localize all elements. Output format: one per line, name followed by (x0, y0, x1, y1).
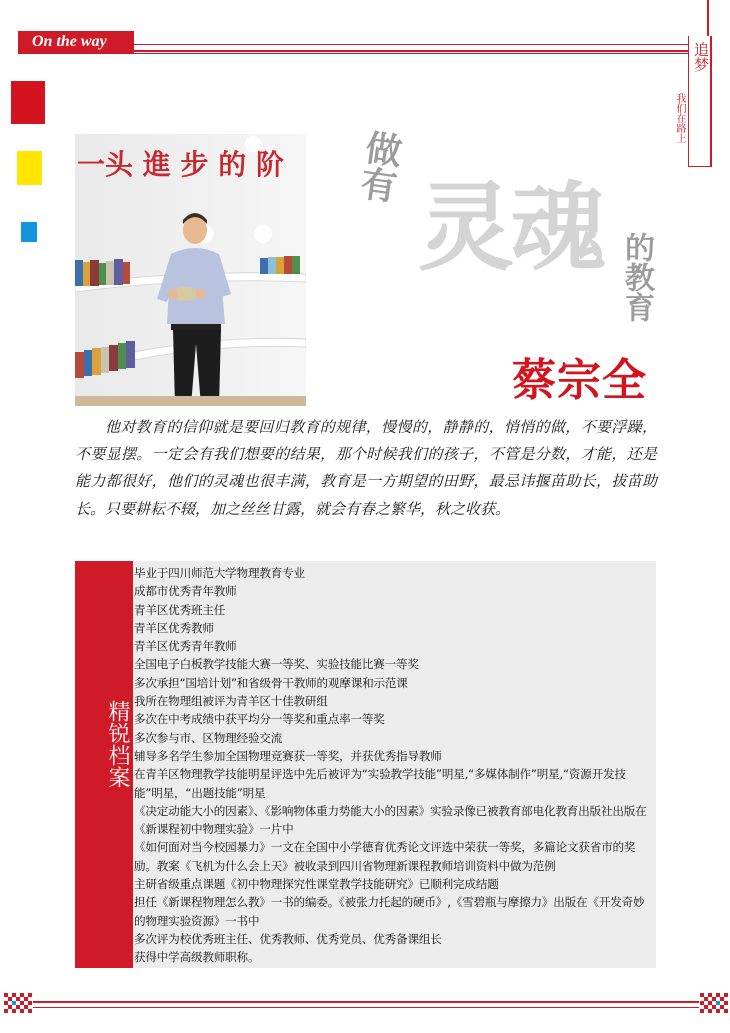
profile-item: 我所在物理组被评为青羊区十佳教研组 (134, 694, 328, 709)
teacher-photo (75, 134, 306, 406)
footer-rule (33, 1001, 699, 1003)
profile-item: 成都市优秀青年教师 (134, 584, 237, 599)
profile-item: 毕业于四川师范大学物理教育专业 (134, 566, 305, 580)
profile-item: 青羊区优秀教师 (134, 620, 214, 635)
profile-item: 获得中学高级教师职称。 (134, 950, 260, 965)
red-block (11, 81, 45, 124)
profile-item: 青羊区优秀青年教师 (134, 639, 237, 654)
checker-ornament-left (4, 993, 32, 1013)
profile-item: 多次承担“国培计划”和省级骨干教师的观摩课和示范课 (134, 675, 408, 690)
profile-item: 辅导多名学生参加全国物理竞赛获一等奖，并获优秀指导教师 (134, 748, 442, 763)
quote-paragraph (75, 414, 657, 523)
wall-calligraphy: 一头 進 步 的 阶 (77, 148, 284, 181)
title-prefix: 做有 (353, 127, 404, 205)
profile-item: 《如何面对当今校园暴力》一文在全国中小学德育优秀论文评选中荣获一等奖，多篇论文获省市的奖励。教案《飞机为什么会上天》被收录到四川省物理新课程教师培训资料中做为范例 (134, 840, 636, 873)
profile-item: 主研省级重点课题《初中物理探究性课堂教学技能研究》已顺利完成结题 (134, 877, 499, 892)
yellow-block (17, 151, 42, 185)
blue-block (21, 222, 37, 242)
profile-item: 多次在中考成绩中获平均分一等奖和重点率一等奖 (134, 712, 385, 727)
profile-item: 多次评为校优秀班主任、优秀教师、优秀党员、优秀备课组长 (134, 931, 442, 946)
profile-panel (133, 561, 656, 968)
quote-text: 他对教育的信仰就是要回归教育的规律，慢慢的，静静的，悄悄的做，不要浮躁，不要显摆。一定会有我们想要的结果，那个时候我们的孩子，不管是分数，才能，还是能力都很好，他们的灵魂也很丰满，教育是一方期望的田野，最忌讳揠苗助长，拔苗助长。只要耕耘不辍，加之丝丝甘露，就会有春之繁华，秋之收获。 (75, 418, 657, 518)
header-rule (18, 50, 688, 52)
section-tag: On the way (18, 31, 134, 53)
title-main: 灵魂 (418, 172, 602, 284)
profile-list (133, 561, 656, 967)
header-rule-top (134, 44, 688, 45)
header-rule-bottom (18, 53, 688, 54)
side-subtitle: 我们在路上 (674, 93, 685, 143)
teacher-name: 蔡宗全 (512, 355, 647, 406)
title-suffix: 的教育 (619, 232, 654, 322)
side-rule (707, 0, 709, 36)
profile-item: 《决定动能大小的因素》、《影响物体重力势能大小的因素》实验录像已被教育部电化教育出版社出版在《新课程初中物理实验》一片中 (134, 803, 647, 837)
checker-ornament-right (700, 993, 728, 1013)
profile-item: 全国电子白板教学技能大赛一等奖、实验技能比赛一等奖 (134, 657, 419, 672)
profile-label-bar (75, 561, 133, 968)
profile-label: 精锐档案 (105, 700, 130, 788)
profile-item: 青羊区优秀班主任 (134, 602, 226, 617)
side-title: 追梦 (692, 42, 710, 72)
profile-item: 在青羊区物理教学技能明星评选中先后被评为“实验教学技能”明星,“多媒体制作”明星,“资源开发技能”明星，“出题技能”明星 (134, 767, 626, 800)
profile-item: 多次参与市、区物理经验交流 (134, 730, 283, 745)
profile-item: 担任《新课程物理怎么教》一书的编委。《被张力托起的硬币》,《雪碧瓶与摩擦力》出版在《开发奇妙的物理实验资源》一书中 (134, 895, 645, 928)
footer-rule-thin (33, 1007, 699, 1008)
